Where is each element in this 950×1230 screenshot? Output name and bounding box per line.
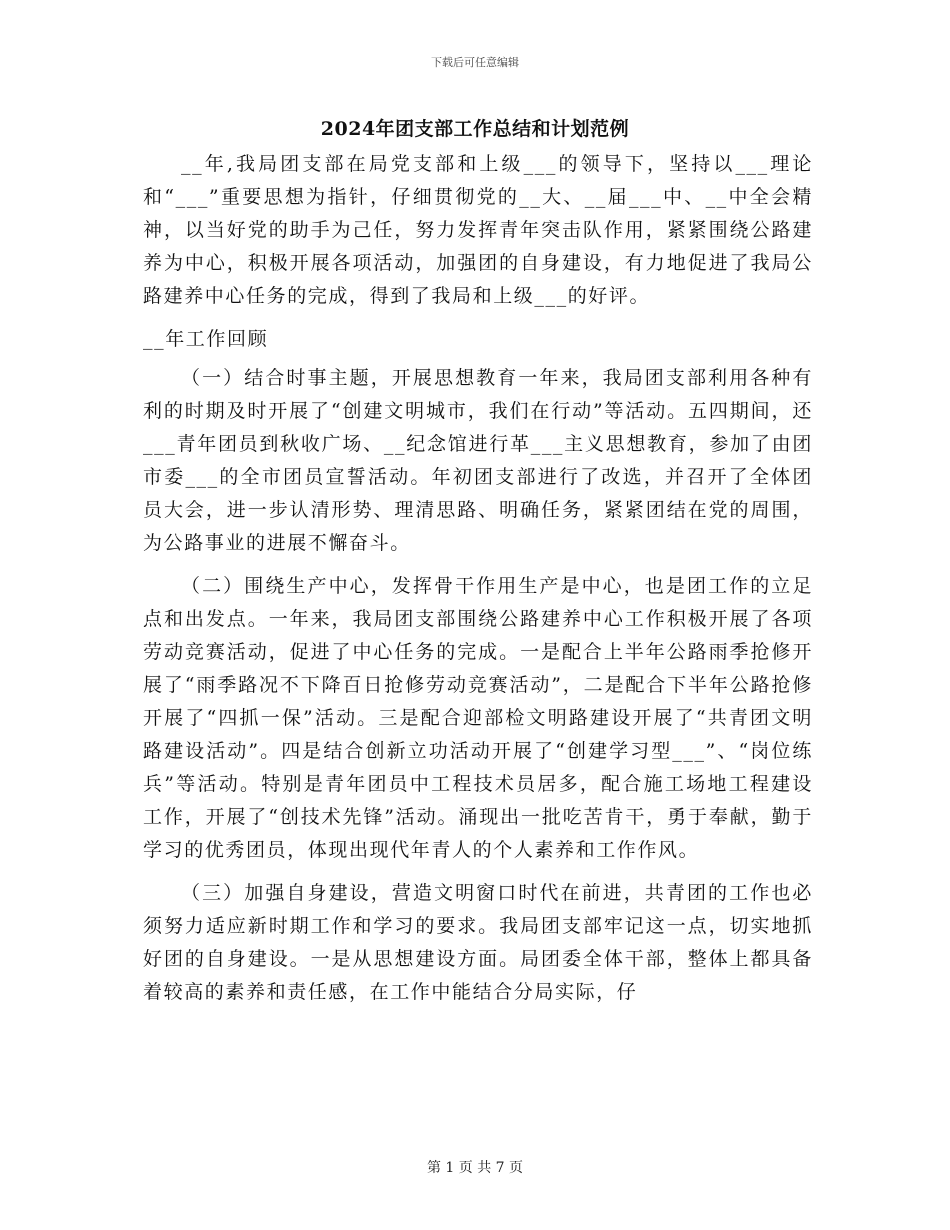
paragraph-section-1: （一）结合时事主题，开展思想教育一年来，我局团支部利用各种有利的时期及时开展了“创建文明城市，我们在行动”等活动。五四期间，还___青年团员到秋收广场、__纪念馆进行革___主义思想教育，参加了由团市委___的全市团员宣誓活动。年初团支部进行了改选，并召开了全体团员大会，进一步认清形势、理清思路、明确任务，紧紧团结在党的周围，为公路事业的进展不懈奋斗。 (143, 367, 813, 554)
paragraph-section-3: （三）加强自身建设，营造文明窗口时代在前进，共青团的工作也必须努力适应新时期工作和学习的要求。我局团支部牢记这一点，切实地抓好团的自身建设。一是从思想建设方面。局团委全体干部，整体上都具备着较高的素养和责任感，在工作中能结合分局实际，仔 (143, 882, 813, 1003)
paragraph-section-2: （二）围绕生产中心，发挥骨干作用生产是中心，也是团工作的立足点和出发点。一年来，我局团支部围绕公路建养中心工作积极开展了各项劳动竞赛活动，促进了中心任务的完成。一是配合上半年公路雨季抢修开展了“雨季路况不下降百日抢修劳动竞赛活动”，二是配合下半年公路抢修开展了“四抓一保”活动。三是配合迎部检文明路建设开展了“共青团文明路建设活动”。四是结合创新立功活动开展了“创建学习型___”、“岗位练兵”等活动。特别是青年团员中工程技术员居多，配合施工场地工程建设工作，开展了“创技术先锋”活动。涌现出一批吃苦肯干，勇于奉献，勤于学习的优秀团员，体现出现代年青人的个人素养和工作作风。 (143, 575, 813, 861)
document-title: 2024年团支部工作总结和计划范例 (320, 118, 630, 140)
document-body (143, 148, 813, 1019)
page-number-footer: 第 1 页 共 7 页 (426, 1160, 524, 1176)
section-heading-review: __年工作回顾 (143, 328, 269, 350)
header-note: 下载后可任意编辑 (431, 56, 519, 69)
intro-paragraph: __年,我局团支部在局党支部和上级___的领导下，坚持以___理论和“___”重要思想为指针，仔细贯彻党的__大、__届___中、__中全会精神，以当好党的助手为己任，努力发挥青年突击队作用，紧紧围绕公路建养为中心，积极开展各项活动，加强团的自身建设，有力地促进了我局公路建养中心任务的完成，得到了我局和上级___的好评。 (143, 153, 813, 307)
